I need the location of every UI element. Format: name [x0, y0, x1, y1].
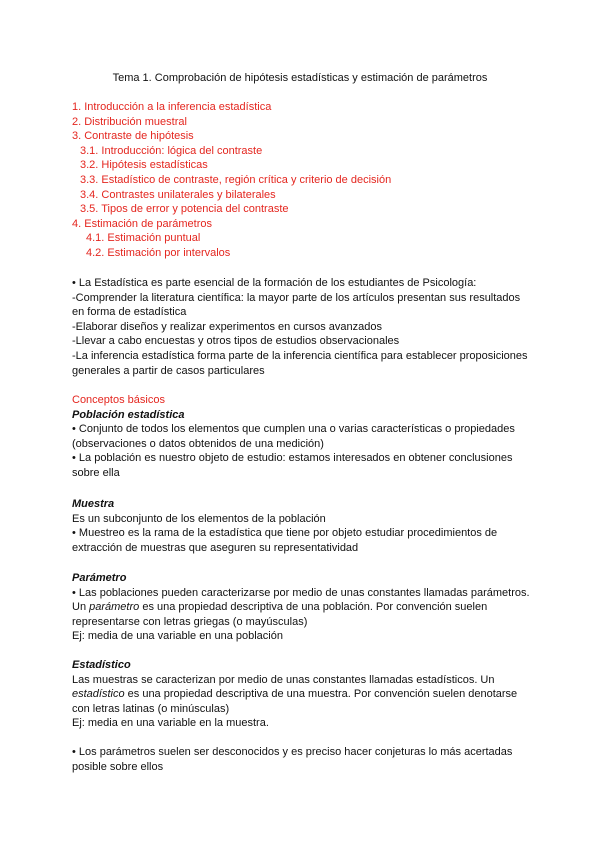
table-of-contents	[72, 100, 391, 261]
muestra-heading: Muestra	[72, 498, 115, 510]
parametro-paragraph	[72, 586, 532, 630]
intro-section	[72, 276, 532, 378]
conceptos-heading: Conceptos básicos	[72, 394, 165, 406]
estadistico-term: estadístico	[72, 688, 125, 701]
parametro-term: parámetro	[89, 601, 140, 614]
toc-subitem: 3.3. Estadístico de contraste, región crítica y criterio de decisión	[80, 173, 392, 186]
estadistico-paragraph	[72, 673, 532, 717]
toc-subitem: 4.1. Estimación puntual	[86, 232, 201, 245]
parametro-text: • Las poblaciones pueden caracterizarse por medio de unas constantes llamadas parámetros. Un	[72, 586, 530, 614]
final-paragraph: • Los parámetros suelen ser desconocidos y es preciso hacer conjeturas lo más acertadas posible sobre ellos	[72, 746, 513, 773]
conceptos-section	[72, 393, 532, 481]
toc-item: 3. Contraste de hipótesis	[72, 130, 194, 143]
toc-subitem: 3.4. Contrastes unilaterales y bilaterales	[80, 188, 276, 201]
estadistico-text: es una propiedad descriptiva de una muestra. Por convención suelen denotarse con letras latinas (o minúsculas)	[72, 688, 518, 715]
estadistico-example: Ej: media en una variable en la muestra.	[72, 717, 269, 730]
poblacion-paragraph: • La población es nuestro objeto de estudio: estamos interesados en obtener conclusiones sobre ella	[72, 452, 513, 479]
estadistico-section	[72, 658, 532, 731]
intro-line: -Comprender la literatura científica: la mayor parte de los artículos presentan sus resultados en forma de estadística	[72, 291, 521, 319]
toc-subitem: 4.2. Estimación por intervalos	[86, 246, 231, 259]
poblacion-paragraph: • Conjunto de todos los elementos que cumplen una o varias características o propiedades (observaciones o datos obtenidos de una medición)	[72, 423, 515, 450]
toc-item: 1. Introducción a la inferencia estadística	[72, 101, 272, 113]
intro-line: -Elaborar diseños y realizar experimentos en cursos avanzados	[72, 320, 382, 333]
parametro-text: es una propiedad descriptiva de una población. Por convención suelen representarse con letras griegas (o mayúsculas)	[72, 601, 488, 628]
intro-bullet: • La Estadística es parte esencial de la formación de los estudiantes de Psicología:	[72, 277, 477, 289]
document-title: Tema 1. Comprobación de hipótesis estadísticas y estimación de parámetros	[112, 72, 488, 84]
parametro-section	[72, 571, 532, 644]
toc-subitem: 3.2. Hipótesis estadísticas	[80, 159, 208, 172]
muestra-paragraph: Es un subconjunto de los elementos de la población	[72, 512, 326, 525]
toc-subitem: 3.5. Tipos de error y potencia del contraste	[80, 203, 289, 216]
final-section	[72, 745, 532, 774]
intro-line: -Llevar a cabo encuestas y otros tipos de estudios observacionales	[72, 335, 400, 348]
toc-item: 4. Estimación de parámetros	[72, 217, 213, 230]
toc-subitem: 3.1. Introducción: lógica del contraste	[80, 144, 263, 157]
muestra-section	[72, 497, 532, 555]
estadistico-text: Las muestras se caracterizan por medio de unas constantes llamadas estadísticos. Un	[72, 673, 495, 686]
parametro-example: Ej: media de una variable en una población	[72, 630, 283, 643]
parametro-heading: Parámetro	[72, 572, 127, 584]
muestra-paragraph: • Muestreo es la rama de la estadística que tiene por objeto estudiar procedimientos de extracción de muestras que aseguren su representatividad	[72, 527, 498, 554]
poblacion-heading: Población estadística	[72, 408, 185, 421]
estadistico-heading: Estadístico	[72, 659, 131, 671]
toc-item: 2. Distribución muestral	[72, 115, 187, 128]
intro-line: -La inferencia estadística forma parte de la inferencia científica para establecer proposiciones generales a partir de casos particulares	[72, 349, 528, 377]
